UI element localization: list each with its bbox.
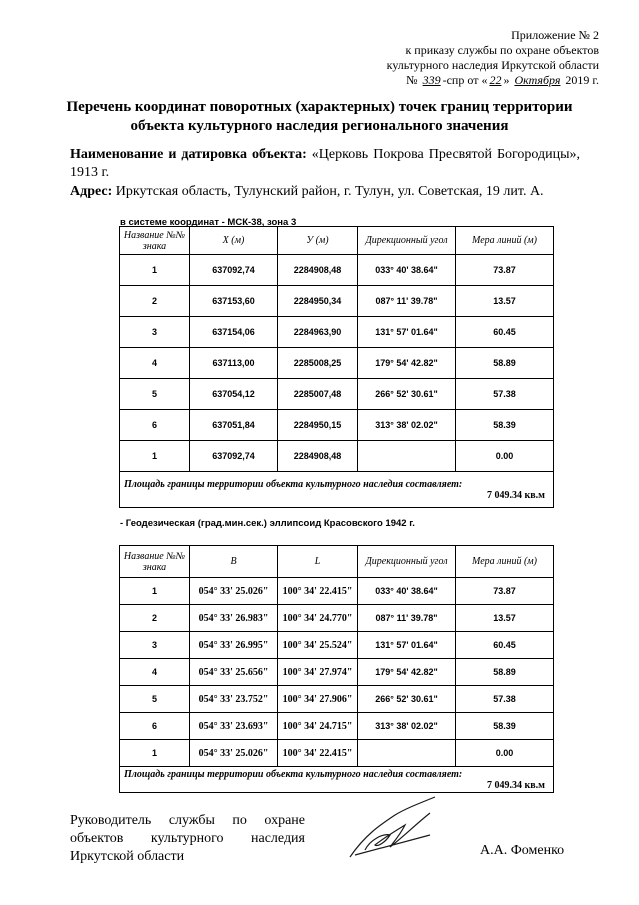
table-row [120,348,554,379]
coord-2-cell: 2284963,90 [278,317,358,348]
length-cell: 60.45 [456,317,554,348]
area-row [120,767,554,793]
direction-cell: 313° 38' 02.02" [358,713,456,740]
coord-2-cell: 2284950,34 [278,286,358,317]
coord-1-cell: 054° 33' 26.983" [190,605,278,632]
appendix-order-line: к приказу службы по охране объектов [405,43,599,57]
order-day: 22 [489,73,502,87]
coord-1-cell: 637153,60 [190,286,278,317]
table-row [120,578,554,605]
coord-1-cell: 637092,74 [190,255,278,286]
length-cell: 58.39 [456,713,554,740]
point-number-cell: 6 [120,713,190,740]
area-value: 7 049.34 кв.м [487,779,545,791]
table-row [120,740,554,767]
coord-1-cell: 054° 33' 25.026" [190,740,278,767]
length-cell: 57.38 [456,379,554,410]
table-body [120,578,554,767]
table-row [120,659,554,686]
point-number-cell: 5 [120,686,190,713]
coord-1-cell: 054° 33' 25.656" [190,659,278,686]
direction-cell: 266° 52' 30.61" [358,686,456,713]
coord-2-cell: 2284950,15 [278,410,358,441]
header-l: L [278,546,358,578]
handwritten-signature [335,795,455,865]
coord-1-cell: 637051,84 [190,410,278,441]
direction-cell: 131° 57' 01.64" [358,632,456,659]
order-number: 339 [422,73,441,87]
month-sep: » [503,73,510,87]
object-name-label: Наименование и датировка объекта: [70,147,307,162]
appendix-service-line: культурного наследия Иркутской области [386,58,599,72]
point-number-cell: 3 [120,317,190,348]
point-number-cell: 1 [120,740,190,767]
header-point-name: Название №№ знака [120,546,190,578]
header-length: Мера линий (м) [456,546,554,578]
length-cell: 58.89 [456,348,554,379]
table-body [120,255,554,472]
table-row [120,686,554,713]
header-length: Мера линий (м) [456,227,554,255]
point-number-cell: 1 [120,255,190,286]
direction-cell: 033° 40' 38.64" [358,578,456,605]
appendix-header [299,28,599,88]
coord-2-cell: 2285007,48 [278,379,358,410]
direction-cell: 179° 54' 42.82" [358,659,456,686]
direction-cell: 087° 11' 39.78" [358,605,456,632]
direction-cell: 313° 38' 02.02" [358,410,456,441]
length-cell: 73.87 [456,578,554,605]
direction-cell [358,740,456,767]
direction-cell [358,441,456,472]
header-point-name: Название №№ знака [120,227,190,255]
number-prefix: № [406,73,418,87]
point-number-cell: 1 [120,441,190,472]
coord-2-cell: 2284908,48 [278,441,358,472]
order-year: 2019 г. [565,73,599,87]
area-label: Площадь границы территории объекта культурного наследия составляет: [124,478,463,490]
coord-2-cell: 2284908,48 [278,255,358,286]
coord-1-cell: 054° 33' 23.693" [190,713,278,740]
number-mid: -спр от « [442,73,488,87]
table-row [120,379,554,410]
point-number-cell: 4 [120,659,190,686]
length-cell: 0.00 [456,740,554,767]
table-row [120,410,554,441]
point-number-cell: 2 [120,286,190,317]
title-line-2: объекта культурного наследия регионального значения [130,118,509,134]
point-number-cell: 4 [120,348,190,379]
area-row [120,472,554,508]
coordinate-system-label-1: в системе координат - МСК-38, зона 3 [120,217,297,228]
point-number-cell: 2 [120,605,190,632]
coord-1-cell: 637092,74 [190,441,278,472]
object-address [70,183,580,201]
appendix-title: Приложение № 2 [511,28,599,42]
length-cell: 60.45 [456,632,554,659]
length-cell: 0.00 [456,441,554,472]
address-value: Иркутская область, Тулунский район, г. Тулун, ул. Советская, 19 лит. А. [115,184,544,199]
object-name [70,146,580,182]
length-cell: 73.87 [456,255,554,286]
direction-cell: 087° 11' 39.78" [358,286,456,317]
coordinates-table-msk [119,226,554,508]
coord-2-cell: 100° 34' 22.415" [278,740,358,767]
coord-2-cell: 2285008,25 [278,348,358,379]
header-direction: Дирекционный угол [358,546,456,578]
coord-2-cell: 100° 34' 22.415" [278,578,358,605]
header-direction: Дирекционный угол [358,227,456,255]
coord-1-cell: 637113,00 [190,348,278,379]
coord-2-cell: 100° 34' 25.524" [278,632,358,659]
table-header-row [120,227,554,255]
point-number-cell: 6 [120,410,190,441]
coord-1-cell: 637154,06 [190,317,278,348]
table-row [120,255,554,286]
coordinates-table-geodetic [119,545,554,793]
table-row [120,713,554,740]
coord-1-cell: 637054,12 [190,379,278,410]
area-value: 7 049.34 кв.м [487,489,545,501]
point-number-cell: 3 [120,632,190,659]
length-cell: 57.38 [456,686,554,713]
title-line-1: Перечень координат поворотных (характерных) точек границ территории [66,99,573,115]
coord-1-cell: 054° 33' 23.752" [190,686,278,713]
area-label: Площадь границы территории объекта культурного наследия составляет: [124,768,463,780]
coord-1-cell: 054° 33' 26.995" [190,632,278,659]
coord-2-cell: 100° 34' 27.906" [278,686,358,713]
appendix-number-line [299,73,599,88]
signatory-position: Руководитель службы по охране объектов культурного наследия Иркутской области [70,813,305,864]
table-row [120,605,554,632]
coord-2-cell: 100° 34' 27.974" [278,659,358,686]
object-name-value: «Церковь Покрова Пресвятой Богородицы», 1913 г. [70,147,581,180]
point-number-cell: 1 [120,578,190,605]
length-cell: 13.57 [456,286,554,317]
area-cell [120,767,554,793]
signatory-name: А.А. Фоменко [480,843,565,858]
length-cell: 13.57 [456,605,554,632]
coord-2-cell: 100° 34' 24.770" [278,605,358,632]
point-number-cell: 5 [120,379,190,410]
direction-cell: 266° 52' 30.61" [358,379,456,410]
header-x: X (м) [190,227,278,255]
area-cell [120,472,554,508]
coord-2-cell: 100° 34' 24.715" [278,713,358,740]
table-header-row [120,546,554,578]
coord-1-cell: 054° 33' 25.026" [190,578,278,605]
table-row [120,632,554,659]
address-label: Адрес: [70,184,113,199]
table-row [120,441,554,472]
header-b: B [190,546,278,578]
coordinate-system-label-2: - Геодезическая (град.мин.сек.) эллипсоид Красовского 1942 г. [120,518,415,529]
table-row [120,317,554,348]
direction-cell: 033° 40' 38.64" [358,255,456,286]
direction-cell: 131° 57' 01.64" [358,317,456,348]
length-cell: 58.89 [456,659,554,686]
document-title [0,98,639,136]
header-y: У (м) [278,227,358,255]
order-month: Октября [514,73,561,87]
length-cell: 58.39 [456,410,554,441]
table-row [120,286,554,317]
direction-cell: 179° 54' 42.82" [358,348,456,379]
